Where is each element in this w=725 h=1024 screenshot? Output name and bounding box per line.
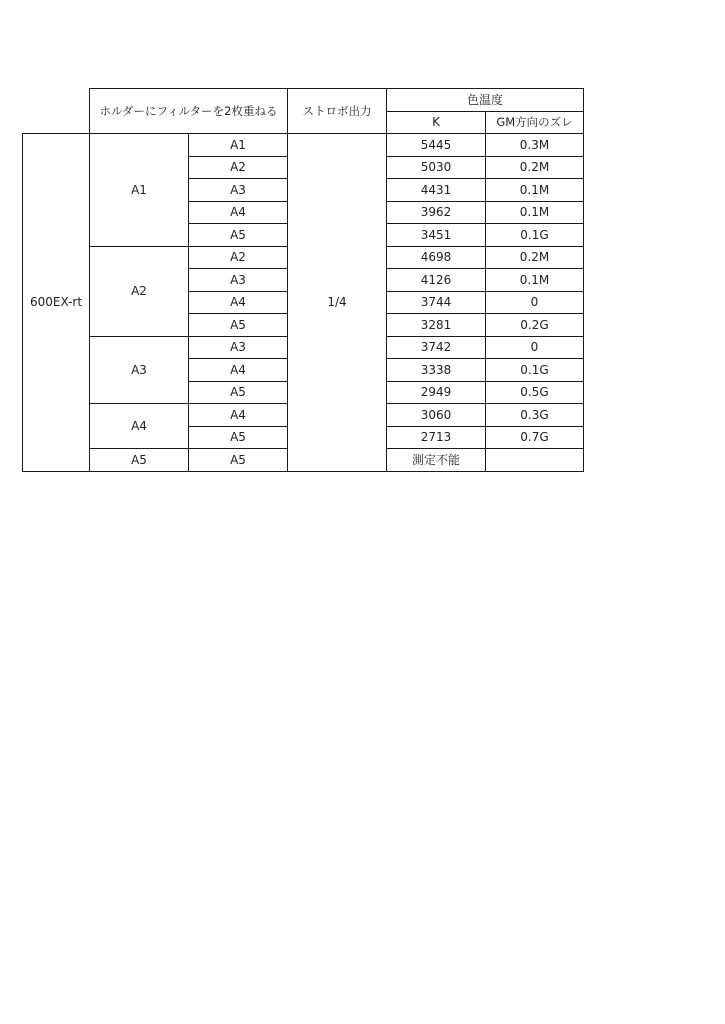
gm-shift-cell: 0 <box>486 291 584 314</box>
second-filter-cell: A4 <box>189 359 288 382</box>
color-temperature-table <box>22 88 584 472</box>
kelvin-cell: 3962 <box>387 201 486 224</box>
second-filter-cell: A5 <box>189 381 288 404</box>
kelvin-cell: 5030 <box>387 156 486 179</box>
kelvin-cell: 2949 <box>387 381 486 404</box>
gm-shift-cell: 0.1M <box>486 201 584 224</box>
kelvin-cell: 4126 <box>387 269 486 292</box>
gm-shift-cell: 0.7G <box>486 426 584 449</box>
second-filter-cell: A5 <box>189 224 288 247</box>
second-filter-cell: A3 <box>189 336 288 359</box>
gm-shift-cell: 0.1G <box>486 224 584 247</box>
table-row <box>23 134 584 157</box>
gm-shift-cell: 0.3M <box>486 134 584 157</box>
gm-shift-cell: 0 <box>486 336 584 359</box>
gm-shift-cell: 0.1M <box>486 269 584 292</box>
gm-shift-cell <box>486 449 584 472</box>
kelvin-cell: 測定不能 <box>387 449 486 472</box>
gm-shift-cell: 0.3G <box>486 404 584 427</box>
kelvin-cell: 4431 <box>387 179 486 202</box>
second-filter-cell: A5 <box>189 449 288 472</box>
kelvin-cell: 5445 <box>387 134 486 157</box>
header-blank-cell <box>23 89 90 134</box>
kelvin-cell: 4698 <box>387 246 486 269</box>
gm-shift-cell: 0.5G <box>486 381 584 404</box>
gm-shift-cell: 0.1M <box>486 179 584 202</box>
second-filter-cell: A2 <box>189 246 288 269</box>
kelvin-cell: 3281 <box>387 314 486 337</box>
kelvin-cell: 3742 <box>387 336 486 359</box>
second-filter-cell: A2 <box>189 156 288 179</box>
strobe-output-cell: 1/4 <box>288 134 387 472</box>
first-filter-cell: A5 <box>90 449 189 472</box>
kelvin-cell: 3744 <box>387 291 486 314</box>
gm-shift-cell: 0.2M <box>486 246 584 269</box>
camera-model-cell: 600EX-rt <box>23 134 90 472</box>
header-color-temperature: 色温度 <box>387 89 584 112</box>
header-strobe-output: ストロボ出力 <box>288 89 387 134</box>
second-filter-cell: A4 <box>189 404 288 427</box>
second-filter-cell: A5 <box>189 426 288 449</box>
second-filter-cell: A3 <box>189 179 288 202</box>
kelvin-cell: 3338 <box>387 359 486 382</box>
header-kelvin: K <box>387 111 486 134</box>
first-filter-cell: A2 <box>90 246 189 336</box>
header-row-1 <box>23 89 584 112</box>
kelvin-cell: 3060 <box>387 404 486 427</box>
header-filters: ホルダーにフィルターを2枚重ねる <box>90 89 288 134</box>
second-filter-cell: A5 <box>189 314 288 337</box>
second-filter-cell: A4 <box>189 291 288 314</box>
second-filter-cell: A4 <box>189 201 288 224</box>
gm-shift-cell: 0.2M <box>486 156 584 179</box>
second-filter-cell: A3 <box>189 269 288 292</box>
kelvin-cell: 3451 <box>387 224 486 247</box>
second-filter-cell: A1 <box>189 134 288 157</box>
gm-shift-cell: 0.2G <box>486 314 584 337</box>
header-gm-shift: GM方向のズレ <box>486 111 584 134</box>
first-filter-cell: A4 <box>90 404 189 449</box>
gm-shift-cell: 0.1G <box>486 359 584 382</box>
first-filter-cell: A3 <box>90 336 189 404</box>
first-filter-cell: A1 <box>90 134 189 247</box>
kelvin-cell: 2713 <box>387 426 486 449</box>
